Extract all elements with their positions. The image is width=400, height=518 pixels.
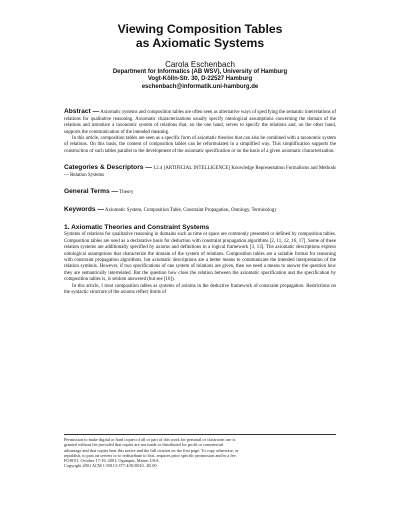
section-1-paragraph-2: In this article, I treat composition tables as systems of axioms in the deductive framework of constraint propagation. Restrictions on the syntactic structure of the axioms reflect limits of (64, 283, 336, 296)
abstract-paragraph-1 (64, 109, 336, 136)
copyright-notice (64, 434, 336, 469)
notice-line: FOIS'01, October 17-19, 2001, Ogunquit, Maine, USA. (64, 458, 160, 464)
keywords-paragraph (64, 207, 336, 214)
affiliation-department: Department for Informatics (AB WSV), University of Hamburg (112, 69, 288, 75)
abstract-label: Abstract — (64, 108, 100, 116)
author-name: Carola Eschenbach (165, 60, 235, 69)
general-terms-label: General Terms — (64, 188, 119, 196)
keywords-label: Keywords — (64, 205, 104, 213)
abstract-text-1: Axiomatic systems and composition tables are often seen as alternative ways of specifying the semantic interrelations of relations for qualitative reasoning. Axiomatic characterizations usually specify ontological assumptions concerning the domain of the relations and introduce a taxonomic system of relations that, on the one hand, serves to specify the relations and, on the other hand, supports the communication of the intended meaning. (64, 110, 337, 135)
categories-section (64, 165, 336, 179)
affiliation-address: Vogt-Kölln-Str. 30, D-22527 Hamburg (147, 76, 253, 83)
title-line-2: as Axiomatic Systems (135, 36, 265, 50)
section-1 (64, 224, 336, 297)
general-terms-text: Theory (119, 190, 134, 196)
abstract-section (64, 109, 336, 155)
notice-line: republish, to post on servers or to redistribute to lists, requires prior specific permission and/or a fee. (64, 452, 237, 458)
categories-text: I.2.4 [ARTIFICIAL INTELLIGENCE] Knowledge Representation Formalisms and Methods — Relation Systems (64, 166, 337, 178)
notice-line: Copyright 2001 ACM 1-58113-377-4/01/0010...$5.00. (64, 463, 158, 469)
general-terms-paragraph (64, 189, 336, 196)
notice-line: Permission to make digital or hard copies of all or part of this work for personal or classroom use is (64, 437, 236, 442)
general-terms-section (64, 189, 336, 196)
section-1-paragraph-1: Systems of relations for qualitative reasoning in domains such as time or space are commonly presented or defined by composition tables. Composition tables are used as a declarative basis for deduction with constraint propagation algorithms [2, 11, 12, 16, 17]. Some of these relation systems are additionally specified by axioms and definitions in a logical framework [3, 13]. The axiomatic descriptions express ontological assumptions that characterize the domain of the system of relations. Composition tables are a suitable format for reasoning with constraint propagation algorithms, but axiomatic descriptions are a better means to communicate the intended interpretation of the relation symbols. However, if two specifications of one system of relations are given, then we need a means to answer the question how they are semantically interrelated. But the question how close the relation between the axiomatic specification and the specification by composition tables is, is seldom answered (but see [16]). (64, 232, 336, 283)
keywords-section (64, 207, 336, 214)
categories-paragraph (64, 165, 336, 179)
paper-title (64, 22, 336, 50)
section-1-heading: 1. Axiomatic Theories and Constraint Systems (64, 224, 210, 232)
notice-line: advantage and that copies bear this notice and the full citation on the first page. To copy otherwise, or (64, 447, 239, 453)
affiliation-email: eschenbach@informatik.uni-hamburg.de (141, 83, 259, 90)
abstract-paragraph-2: In this article, composition tables are seen as a specific form of axiomatic theories that can also be combined with a taxonomic system of relations. On this basis, the content of composition tables can be reformulated in a simplified way. This simplification supports the construction of such tables parallel to the development of the axiomatic specification or on the basis of a given axiomatic characterization. (64, 136, 336, 154)
author-affiliation (64, 69, 336, 91)
keywords-text: Axiomatic System, Composition Table, Constraint Propagation, Ontology, Terminology (104, 207, 277, 213)
notice-line: granted without fee provided that copies are not made or distributed for profit or commercial (64, 442, 224, 448)
categories-label: Categories & Descriptors — (64, 164, 152, 172)
title-line-1: Viewing Composition Tables (117, 22, 283, 36)
